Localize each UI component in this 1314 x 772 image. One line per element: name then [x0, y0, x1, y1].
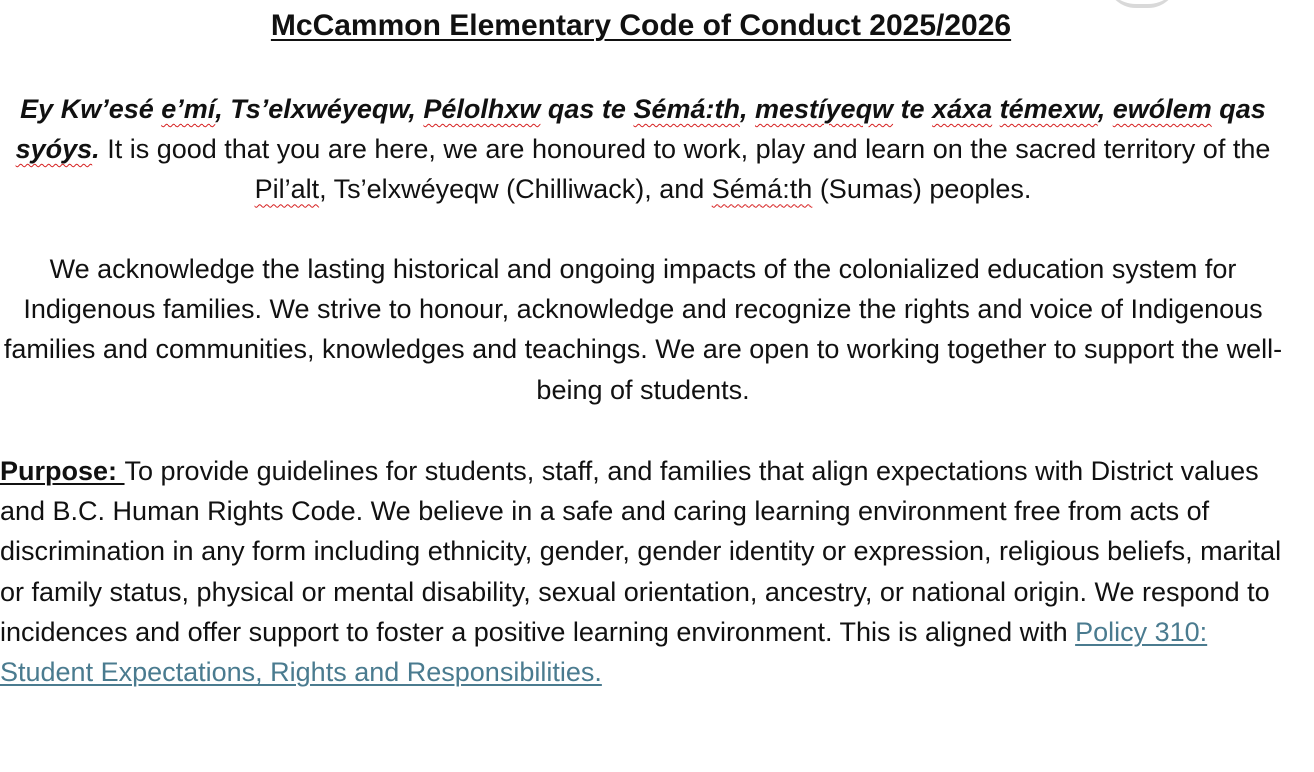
- land-acknowledgement-paragraph: [0, 89, 1286, 210]
- policy-310-link[interactable]: Policy 310: Student Expectations, Rights and Responsibilities.: [0, 616, 1208, 688]
- purpose-text: To provide guidelines for students, staff, and families that align expectations with District values and B.C. Human Rights Code. We believe in a safe and caring learning environment free from acts of discrimination in any form including ethnicity, gender, gender identity or expression, religious beliefs, marital or family status, physical or mental disability, sexual orientation, ancestry, or national origin. We respond to incidences and offer support to foster a positive learning environment. This is aligned with: [0, 456, 1282, 647]
- nation-name: Sémá:th: [711, 174, 813, 205]
- lang-word: qas te: [540, 94, 634, 124]
- lang-word: syóys: [15, 134, 93, 165]
- lang-word: te: [893, 94, 933, 124]
- document-title: McCammon Elementary Code of Conduct 2025/2026: [270, 9, 1012, 42]
- lang-word: , Ts’elxwéyeqw,: [215, 94, 424, 124]
- purpose-paragraph: [0, 451, 1290, 692]
- lang-word: [992, 94, 1000, 124]
- lang-word: e’mí: [161, 94, 216, 124]
- lang-word: témexw: [999, 94, 1098, 124]
- acknowledgement-text: , Ts’elxwéyeqw (Chilliwack), and: [319, 174, 712, 205]
- purpose-label: Purpose:: [0, 456, 125, 486]
- lang-word: xáxa: [932, 94, 993, 124]
- lang-word: Pélolhxw: [423, 94, 541, 124]
- lang-word: ,: [739, 94, 755, 124]
- acknowledgement-text: It is good that you are here, we are honoured to work, play and learn on the sacred territory of the: [99, 134, 1271, 165]
- lang-word: qas: [1211, 94, 1266, 124]
- lang-word: .: [92, 134, 100, 165]
- lang-word: Sémá:th: [633, 94, 740, 124]
- acknowledgement-text: (Sumas) peoples.: [812, 174, 1032, 205]
- nation-name: Pil’alt: [254, 174, 320, 205]
- lang-word: ewólem: [1112, 94, 1212, 124]
- lang-word: mestíyeqw: [755, 94, 894, 124]
- commitment-paragraph: We acknowledge the lasting historical and ongoing impacts of the colonialized education system for Indigenous families. We strive to honour, acknowledge and recognize the rights and voice of Indigenous families and communities, knowledges and teachings. We are open to working together to support the well-being of students.: [3, 254, 1283, 405]
- lang-word: ,: [1097, 94, 1113, 124]
- lang-word: Ey Kw’esé: [20, 94, 162, 124]
